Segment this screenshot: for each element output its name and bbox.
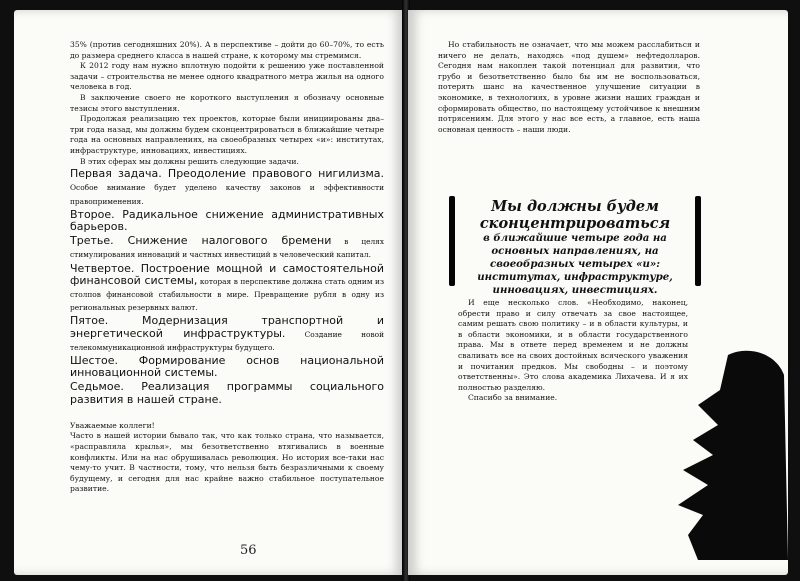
left-page [14,10,404,575]
paragraph: В заключение своего не короткого выступления я обозначу основные тезисы этого выступления. [70,92,384,113]
paragraph: В этих сферах мы должны решить следующие задачи. [80,156,299,166]
pull-quote-text [463,198,687,297]
task-item [70,263,384,315]
pull-quote-lead: Мы должны будем сконцентрироваться [479,198,671,232]
task-item [70,168,384,208]
task-item [70,381,384,406]
decorative-silhouette-icon [658,345,788,560]
paragraph: И еще несколько слов. «Необходимо, наконец, обрести право и силу отвечать за свое настоящее, самим решать свою политику – и в области культуры, и в области экономики, и в области государственного права. Мы в ответе перед временем и не должны сваливать все на своих достойных всяческого уважения и почитания предков. Мы свободны – и поэтому ответственны». Это слова академика Лихачева. И я их полностью разделяю. [458,298,688,392]
task-heading: Седьмое. Реализация программы социального развития в нашей стране. [70,380,384,406]
task-heading: Шестое. Формирование основ национальной инновационной системы. [70,353,384,380]
page-number: 56 [240,543,257,558]
bracket-right-icon [695,196,701,286]
right-text-column [438,40,700,135]
task-heading: Второе. Радикальное снижение административных барьеров. [70,207,384,233]
paragraph: К 2012 году нам нужно вплотную подойти к решению уже поставленной задачи – строительства не менее одного квадратного метра жилья на одного человека в год. [70,61,384,92]
spacer [70,407,384,421]
task-item [70,235,384,261]
right-text-column-lower [458,298,688,404]
task-item [70,355,384,380]
left-text-column [70,40,384,495]
task-text: Особое внимание будет уделено качеству законов и эффективности правоприменения. [70,183,384,206]
greeting: Уважаемые коллеги! [70,420,155,430]
paragraph: 35% (против сегодняшних 20%). А в перспективе – дойти до 60–70%, то есть до размера среднего класса в нашей стране, к которому мы стремимся. [70,40,384,60]
right-page [408,10,788,575]
task-heading: Пятое. Модернизация транспортной и энергетической инфраструктуры. [70,314,384,340]
task-heading: Первая задача. Преодоление правового нигилизма. [70,167,384,181]
task-item [70,209,384,234]
task-text: Создание новой телекоммуникационной инфраструктуры будущего. [70,329,385,352]
task-heading: Третье. Снижение налогового бремени [70,234,332,248]
pull-quote-rest: в ближайшие четыре года на основных направлениях, на своеобразных четырех «и»: институтах, инфраструктуре, инновациях, инвестициях. [477,232,673,296]
task-heading: Четвертое. Построение мощной и самостоятельной финансовой системы, [70,261,384,287]
paragraph: Часто в нашей истории бывало так, что как только страна, что называется, «расправляла крылья», мы безответственно втягивались в военные конфликты. Или на нас обрушивалась революция. Но история все-таки нас чему-то учит. В частности, тому, что нельзя быть безразличными к своему будущему, и сегодня для нас крайне важно стабильное поступательное развитие. [70,431,384,494]
task-text: которая в перспективе должна стать одним из столпов финансовой стабильности в мире. Превращение рубля в одну из региональных резервных валют. [70,276,384,313]
pull-quote [449,196,701,296]
task-text: в целях стимулирования инноваций и частных инвестиций в человеческий капитал. [70,237,384,260]
paragraph: Продолжая реализацию тех проектов, которые были инициированы два–три года назад, мы должны будем сконцентрироваться в ближайшие четыре года на основных направлениях, на своеобразных четырех «и»: институтах, инфраструктуре, инновациях, инвестициях. [70,114,384,155]
bracket-left-icon [449,196,455,286]
paragraph: Но стабильность не означает, что мы можем расслабиться и ничего не делать, находясь «под душем» нефтедолларов. Сегодня нам накоплен такой потенциал для развития, что грубо и безответственно было бы им не воспользоваться, потерять шанс на качественное улучшение ситуации в экономике, в технологиях, в уровне жизни наших граждан и сформировать общество, по настоящему устойчивое к внешним потрясениям. Для этого у нас все есть, а главное, есть наша основная ценность – наши люди. [438,40,700,134]
thanks: Спасибо за внимание. [468,393,558,403]
task-item [70,315,384,354]
